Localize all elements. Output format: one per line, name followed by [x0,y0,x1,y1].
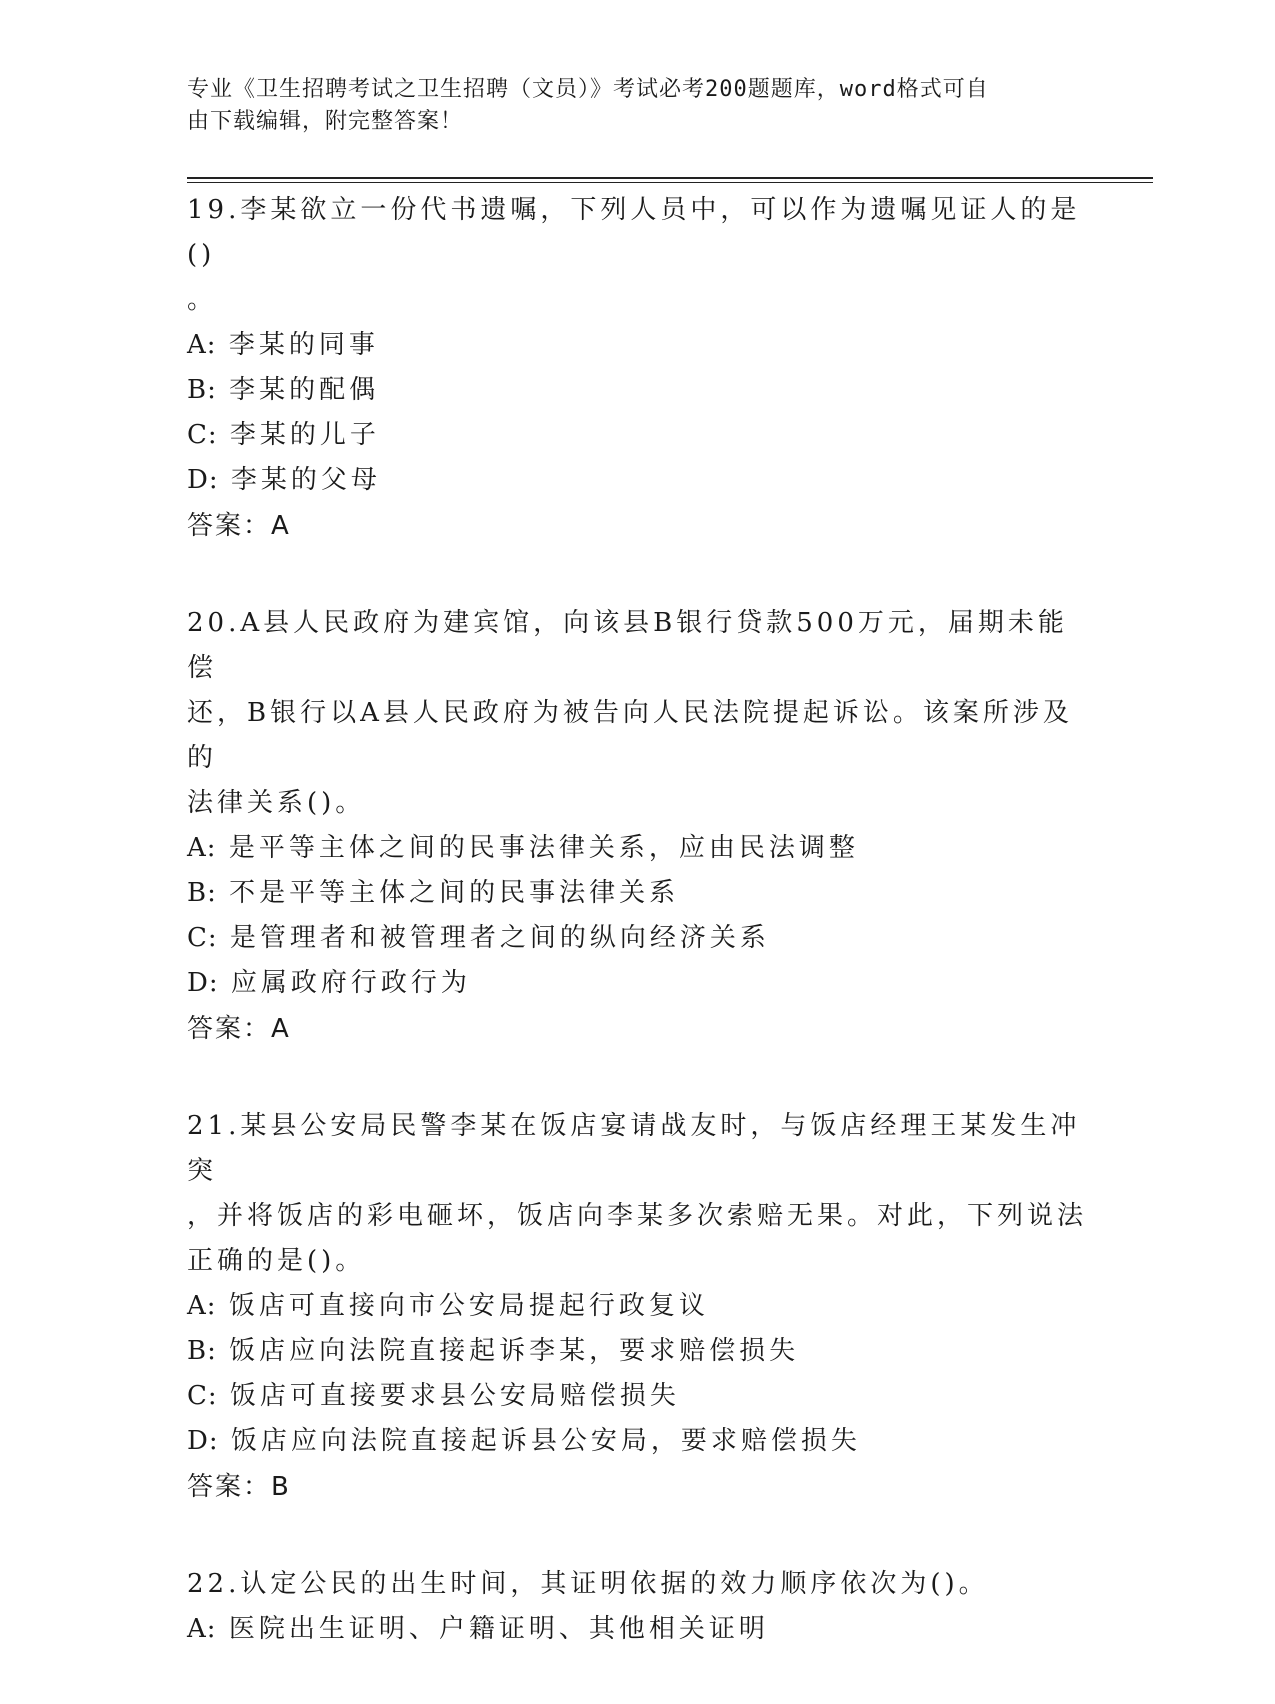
option-text: 饭店应向法院直接起诉李某，要求赔偿损失 [229,1336,800,1366]
answer-key: 答案：B [187,1472,291,1502]
option-text: 李某的儿子 [229,420,380,450]
question-stem-line: 法律关系()。 [187,788,366,818]
option-text: 应属政府行政行为 [230,968,471,998]
option-text: 李某的配偶 [229,375,380,405]
answer-key: 答案：A [187,511,291,541]
option-key: D: [187,465,219,495]
question-block [187,188,1087,549]
option-key: B: [187,375,217,405]
answer-key: 答案：A [187,1014,291,1044]
answer-option [187,916,1087,961]
answer-option [187,413,1087,458]
answer-option [187,1607,1087,1652]
option-key: D: [187,1426,219,1456]
option-key: A: [187,833,217,863]
header-line-2: 由下载编辑，附完整答案！ [187,109,464,134]
document-header [187,74,1067,138]
answer-option [187,1419,1087,1464]
option-key: D: [187,968,219,998]
question-stem-line: 20.A县人民政府为建宾馆，向该县B银行贷款500万元，届期未能偿 [187,608,1068,683]
option-key: A: [187,1291,217,1321]
option-text: 李某的父母 [230,465,381,495]
option-key: A: [187,330,217,360]
question-list [187,188,1087,1704]
option-key: B: [187,878,217,908]
option-text: 饭店应向法院直接起诉县公安局，要求赔偿损失 [230,1426,861,1456]
option-key: C: [187,420,218,450]
question-stem-line: 19.李某欲立一份代书遗嘱，下列人员中，可以作为遗嘱见证人的是() [187,195,1081,270]
option-key: C: [187,923,218,953]
answer-option [187,323,1087,368]
answer-option [187,871,1087,916]
answer-option [187,826,1087,871]
question-stem-line: 21.某县公安局民警李某在饭店宴请战友时，与饭店经理王某发生冲突 [187,1111,1081,1186]
answer-option [187,458,1087,503]
answer-option [187,1284,1087,1329]
answer-option [187,1329,1087,1374]
header-line-1: 专业《卫生招聘考试之卫生招聘（文员）》考试必考200题题库，word格式可自 [187,77,989,102]
option-key: B: [187,1336,217,1366]
header-divider-thick [187,177,1153,179]
question-stem-line: ，并将饭店的彩电砸坏，饭店向李某多次索赔无果。对此，下列说法 [187,1201,1088,1231]
answer-option [187,961,1087,1006]
question-stem-line: 正确的是()。 [187,1246,366,1276]
question-stem-line: 还，B银行以A县人民政府为被告向人民法院提起诉讼。该案所涉及的 [187,698,1073,773]
option-text: 是管理者和被管理者之间的纵向经济关系 [229,923,770,953]
answer-option [187,1374,1087,1419]
option-text: 饭店可直接向市公安局提起行政复议 [228,1291,709,1321]
question-block [187,1104,1087,1510]
answer-option [187,368,1087,413]
question-stem-line: 。 [187,285,218,315]
option-text: 是平等主体之间的民事法律关系，应由民法调整 [228,833,859,863]
question-block [187,1562,1087,1652]
question-stem-line: 22.认定公民的出生时间，其证明依据的效力顺序依次为()。 [187,1569,989,1599]
question-block [187,601,1087,1052]
option-text: 医院出生证明、户籍证明、其他相关证明 [228,1614,769,1644]
option-text: 饭店可直接要求县公安局赔偿损失 [229,1381,680,1411]
header-divider-thin [187,182,1153,183]
option-text: 不是平等主体之间的民事法律关系 [229,878,680,908]
option-key: A: [187,1614,217,1644]
option-text: 李某的同事 [228,330,379,360]
option-key: C: [187,1381,218,1411]
